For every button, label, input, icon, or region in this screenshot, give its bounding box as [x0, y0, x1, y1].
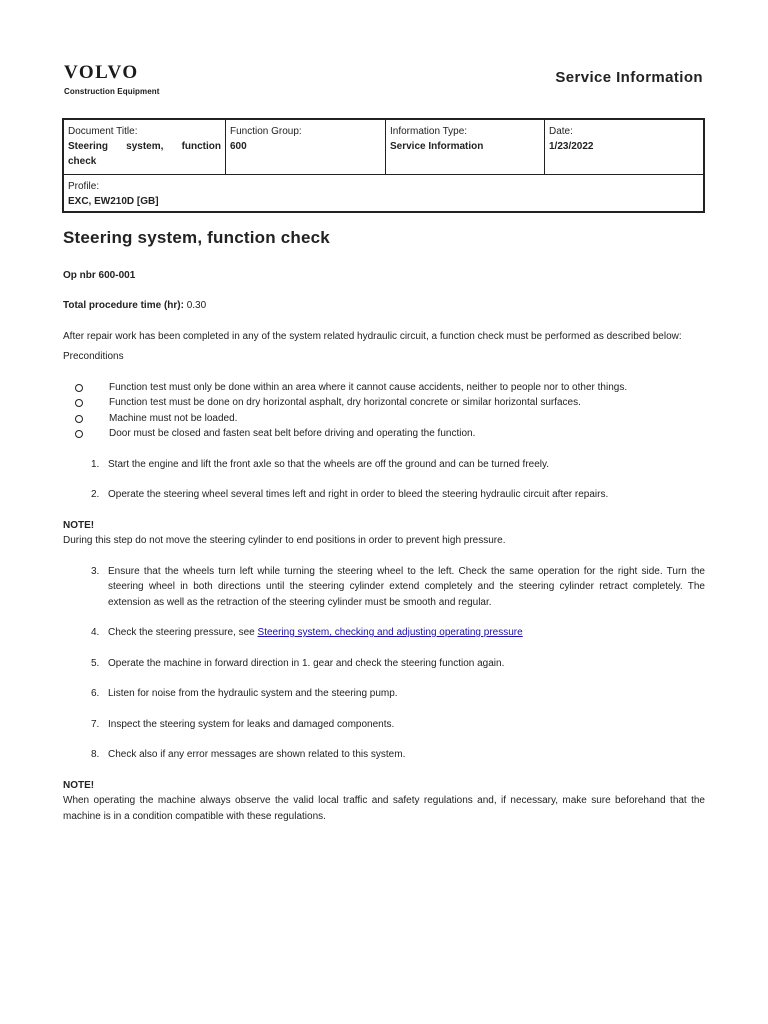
function-group-value: 600: [230, 141, 247, 152]
step-text: Check also if any error messages are shown related to this system.: [108, 749, 406, 760]
circle-bullet-icon: [75, 430, 83, 438]
procedure-time-label: Total procedure time (hr):: [63, 300, 184, 311]
intro-paragraph: After repair work has been completed in any of the system related hydraulic circuit, a function check must be performed as described below:: [63, 330, 682, 342]
function-group-label: Function Group:: [230, 126, 302, 137]
list-item: [63, 411, 705, 427]
procedure-time: [63, 298, 705, 314]
step-number: 7.: [91, 718, 100, 730]
circle-bullet-icon: [75, 415, 83, 423]
profile-value: EXC, EW210D [GB]: [68, 196, 159, 207]
document-meta-table: [62, 118, 705, 213]
procedure-step: [63, 625, 705, 641]
page-header-title: Service Information: [555, 69, 703, 86]
step-number: 8.: [91, 749, 100, 760]
list-item: [63, 380, 705, 396]
steering-pressure-link[interactable]: Steering system, checking and adjusting operating pressure: [257, 627, 523, 638]
procedure-step: [63, 747, 705, 763]
step-text: Check the steering pressure, see: [108, 627, 258, 638]
note-title: NOTE!: [63, 779, 95, 791]
volvo-logo: [64, 63, 160, 96]
bullet-text: Function test must be done on dry horizontal asphalt, dry horizontal concrete or similar horizontal surfaces.: [109, 397, 581, 408]
procedure-step: [63, 457, 705, 473]
step-number: 4.: [91, 627, 100, 638]
step-text: Listen for noise from the hydraulic system and the steering pump.: [108, 688, 398, 699]
procedure-step: [63, 564, 705, 611]
procedure-step: [63, 656, 705, 672]
step-number: 1.: [91, 458, 100, 470]
note-block: [63, 778, 705, 825]
operation-number: Op nbr 600-001: [63, 269, 136, 281]
bullet-text: Machine must not be loaded.: [109, 412, 238, 424]
step-number: 5.: [91, 657, 100, 669]
note-text: During this step do not move the steering cylinder to end positions in order to prevent high pressure.: [63, 535, 506, 546]
note-block: [63, 518, 705, 549]
information-type-value: Service Information: [390, 141, 484, 152]
procedure-time-value: 0.30: [186, 300, 207, 311]
document-title-label: Document Title:: [68, 126, 138, 137]
meta-row-profile: [64, 174, 703, 211]
logo-subtitle: Construction Equipment: [64, 87, 160, 96]
note-title: NOTE!: [63, 519, 95, 531]
step-number: 3.: [91, 565, 100, 577]
step-text: Operate the machine in forward direction in 1. gear and check the steering function again.: [108, 657, 505, 669]
circle-bullet-icon: [75, 399, 83, 407]
step-text: Operate the steering wheel several times left and right in order to bleed the steering hydraulic circuit after repairs.: [108, 489, 609, 500]
preconditions-heading: Preconditions: [63, 351, 124, 362]
date-value: 1/23/2022: [549, 141, 594, 152]
procedure-step: [63, 686, 705, 702]
document-title-value: Steering system, function check: [68, 141, 221, 167]
list-item: [63, 426, 705, 442]
procedure-steps-b: [63, 564, 705, 763]
step-number: 2.: [91, 489, 100, 500]
date-cell: [544, 120, 703, 174]
step-text: Start the engine and lift the front axle so that the wheels are off the ground and can be turned freely.: [108, 458, 550, 470]
procedure-step: [63, 717, 705, 733]
profile-cell: [64, 175, 163, 211]
function-group-cell: [225, 120, 385, 174]
document-title-cell: [64, 120, 225, 174]
circle-bullet-icon: [75, 384, 83, 392]
information-type-cell: [385, 120, 544, 174]
document-body: [63, 230, 705, 839]
step-text: Ensure that the wheels turn left while turning the steering wheel to the left. Check the same operation for the right side. Turn the steering wheel in both directions until the steering cylinder extend completely and the steering cylinder retract completely. The extension as well as the retraction of the steering cylinder must be smooth and regular.: [108, 565, 705, 608]
step-number: 6.: [91, 688, 100, 699]
preconditions-list: [63, 380, 705, 442]
information-type-label: Information Type:: [390, 126, 468, 137]
step-text: Inspect the steering system for leaks and damaged components.: [108, 718, 395, 730]
procedure-steps-a: [63, 457, 705, 503]
meta-row-main: [64, 120, 703, 174]
date-label: Date:: [549, 126, 573, 137]
page-title: Steering system, function check: [63, 228, 330, 247]
procedure-step: [63, 487, 705, 503]
profile-label: Profile:: [68, 181, 100, 192]
note-text: When operating the machine always observe the valid local traffic and safety regulations and, if necessary, make sure beforehand that the machine is in a condition compatible with these regulations.: [63, 795, 705, 822]
logo-wordmark: VOLVO: [64, 62, 139, 83]
list-item: [63, 395, 705, 411]
bullet-text: Function test must only be done within an area where it cannot cause accidents, neither to people nor to other things.: [109, 381, 628, 393]
bullet-text: Door must be closed and fasten seat belt before driving and operating the function.: [109, 428, 476, 439]
